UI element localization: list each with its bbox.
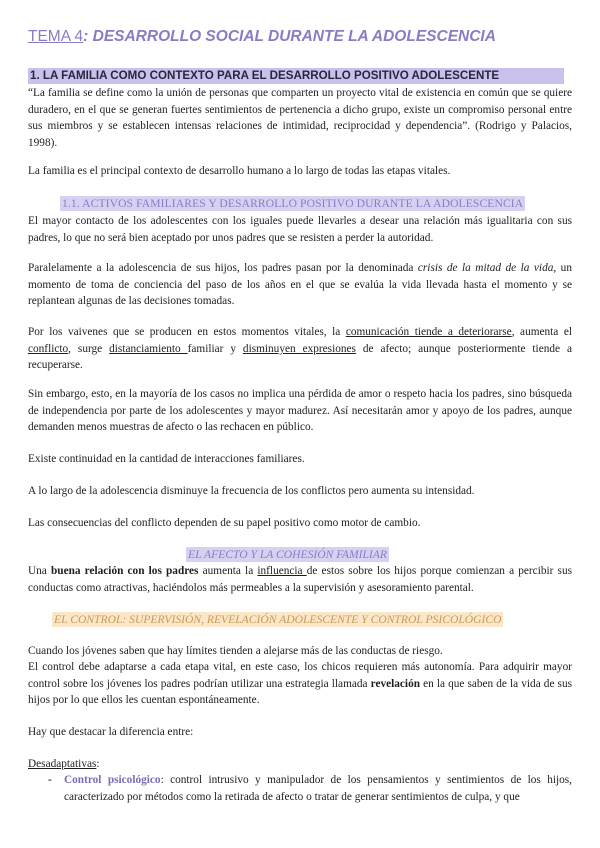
text-run: aumenta la [198, 565, 258, 577]
text-run: Paralelamente a la adolescencia de sus hijos, los padres pasan por la denominada [28, 262, 418, 274]
bold-revelacion: revelación [370, 677, 420, 690]
paragraph-sin-embargo: Sin embargo, esto, en la mayoría de los casos no implica una pérdida de amor o respeto hacia los padres, sino búsqueda de independencia por parte de los adolescentes y mayor madurez. Así necesitarán amor y apoyo de los padres, aunque demanden menos muestras de afecto o las rechacen en público. [28, 388, 572, 434]
title-number: TEMA 4 [28, 28, 84, 45]
paragraph-control-revelacion [28, 659, 572, 709]
title-text: DESARROLLO SOCIAL DURANTE LA ADOLESCENCIA [88, 28, 496, 45]
text-run: , aumenta el [511, 326, 573, 338]
paragraph-frecuencia: A lo largo de la adolescencia disminuye la frecuencia de los conflictos pero aumenta su intensidad. [28, 485, 475, 497]
text-run: , surge [68, 342, 110, 355]
text-run: en la que saben de la vida de sus hijos por lo que ellos les cuentan espontáneamente. [28, 677, 572, 707]
text-run: familiar y [187, 342, 243, 355]
paragraph-vaivenes [28, 324, 572, 374]
desadaptativas-text: Desadaptativas [28, 758, 97, 770]
paragraph-buena-relacion [28, 563, 572, 596]
control-psicologico-term: Control psicológico [64, 774, 161, 786]
text-run: Por los vaivenes que se producen en estos momentos vitales, la [28, 326, 346, 338]
paragraph-continuidad: Existe continuidad en la cantidad de interacciones familiares. [28, 453, 305, 465]
bullet-control-psicologico [64, 772, 572, 805]
section-heading-1: 1. LA FAMILIA COMO CONTEXTO PARA EL DESARROLLO POSITIVO ADOLESCENTE [28, 68, 564, 84]
text-run: El control debe adaptarse a cada etapa vital, en este caso, los chicos requieren más autonomía. Para adquirir mayor control sobre los jóvenes los padres podrían utilizar una estrategia llamada [28, 661, 572, 690]
text-run: : control intrusivo y manipulador de los pensamientos y sentimientos de los hijos, caracterizado por métodos como la retirada de afecto o tratar de generar sentimientos de culpa, y que [64, 774, 572, 803]
paragraph-contact: El mayor contacto de los adolescentes con los iguales puede llevarles a desear una relación más igualitaria con sus padres, lo que no será bien aceptado por unos padres que se resisten a perder la autoridad. [28, 215, 572, 244]
paragraph-destacar: Hay que destacar la diferencia entre: [28, 726, 194, 738]
crisis-term: crisis de la mitad de la vida [417, 262, 554, 274]
underlined-conflicto: conflicto [28, 342, 69, 355]
page-title [28, 28, 496, 46]
quote-paragraph: “La familia se define como la unión de personas que comparten un proyecto vital de existencia en común que se quiere duradero, en el que se generan fuertes sentimientos de pertenencia a dicho grupo, existe un compromiso personal entre sus miembros y se establecen intensas relaciones de intimidad, reciprocidad y dependencia”. (Rodrigo y Palacios, 1998). [28, 87, 572, 149]
text-run: de estos sobre los hijos porque comienzan a percibir sus conductas como atractivas, haciéndolos más permeables a la supervisión y asesoramiento parental. [28, 565, 572, 594]
underlined-distanciamiento: distanciamiento [109, 342, 188, 355]
underlined-influencia: influencia [257, 565, 307, 577]
underlined-comunicacion: comunicación tiende a deteriorarse [345, 326, 512, 338]
text-run: Una [28, 565, 51, 577]
paragraph-context: La familia es el principal contexto de desarrollo humano a lo largo de todas las etapas vitales. [28, 165, 451, 177]
subheading-activos: 1.1. ACTIVOS FAMILIARES Y DESARROLLO POSITIVO DURANTE LA ADOLESCENCIA [62, 197, 524, 210]
text-run: de afecto; aunque posteriormente tiende a recuperarse. [28, 342, 572, 372]
bold-buena-relacion: buena relación con los padres [51, 565, 199, 577]
subheading-control: EL CONTROL: SUPERVISIÓN, REVELACIÓN ADOLESCENTE Y CONTROL PSICOLÓGICO [54, 613, 502, 626]
paragraph-parallel [28, 260, 572, 310]
subheading-afecto: EL AFECTO Y LA COHESIÓN FAMILIAR [188, 548, 387, 561]
title-colon: : [83, 28, 89, 45]
text-run: , un momento de toma de conciencia del paso de los años en el que se evalúa la vida llevada hasta el momento y se replantean algunas de las decisiones tomadas. [28, 262, 572, 308]
paragraph-control-limites: Cuando los jóvenes saben que hay límites tienden a alejarse más de las conductas de riesgo. [28, 645, 443, 657]
desadaptativas-label [28, 756, 572, 773]
bullet-dash: - [48, 774, 52, 786]
text-run: : [96, 758, 100, 770]
underlined-expresiones: disminuyen expresiones [242, 342, 356, 355]
paragraph-consecuencias: Las consecuencias del conflicto dependen de su papel positivo como motor de cambio. [28, 517, 421, 529]
